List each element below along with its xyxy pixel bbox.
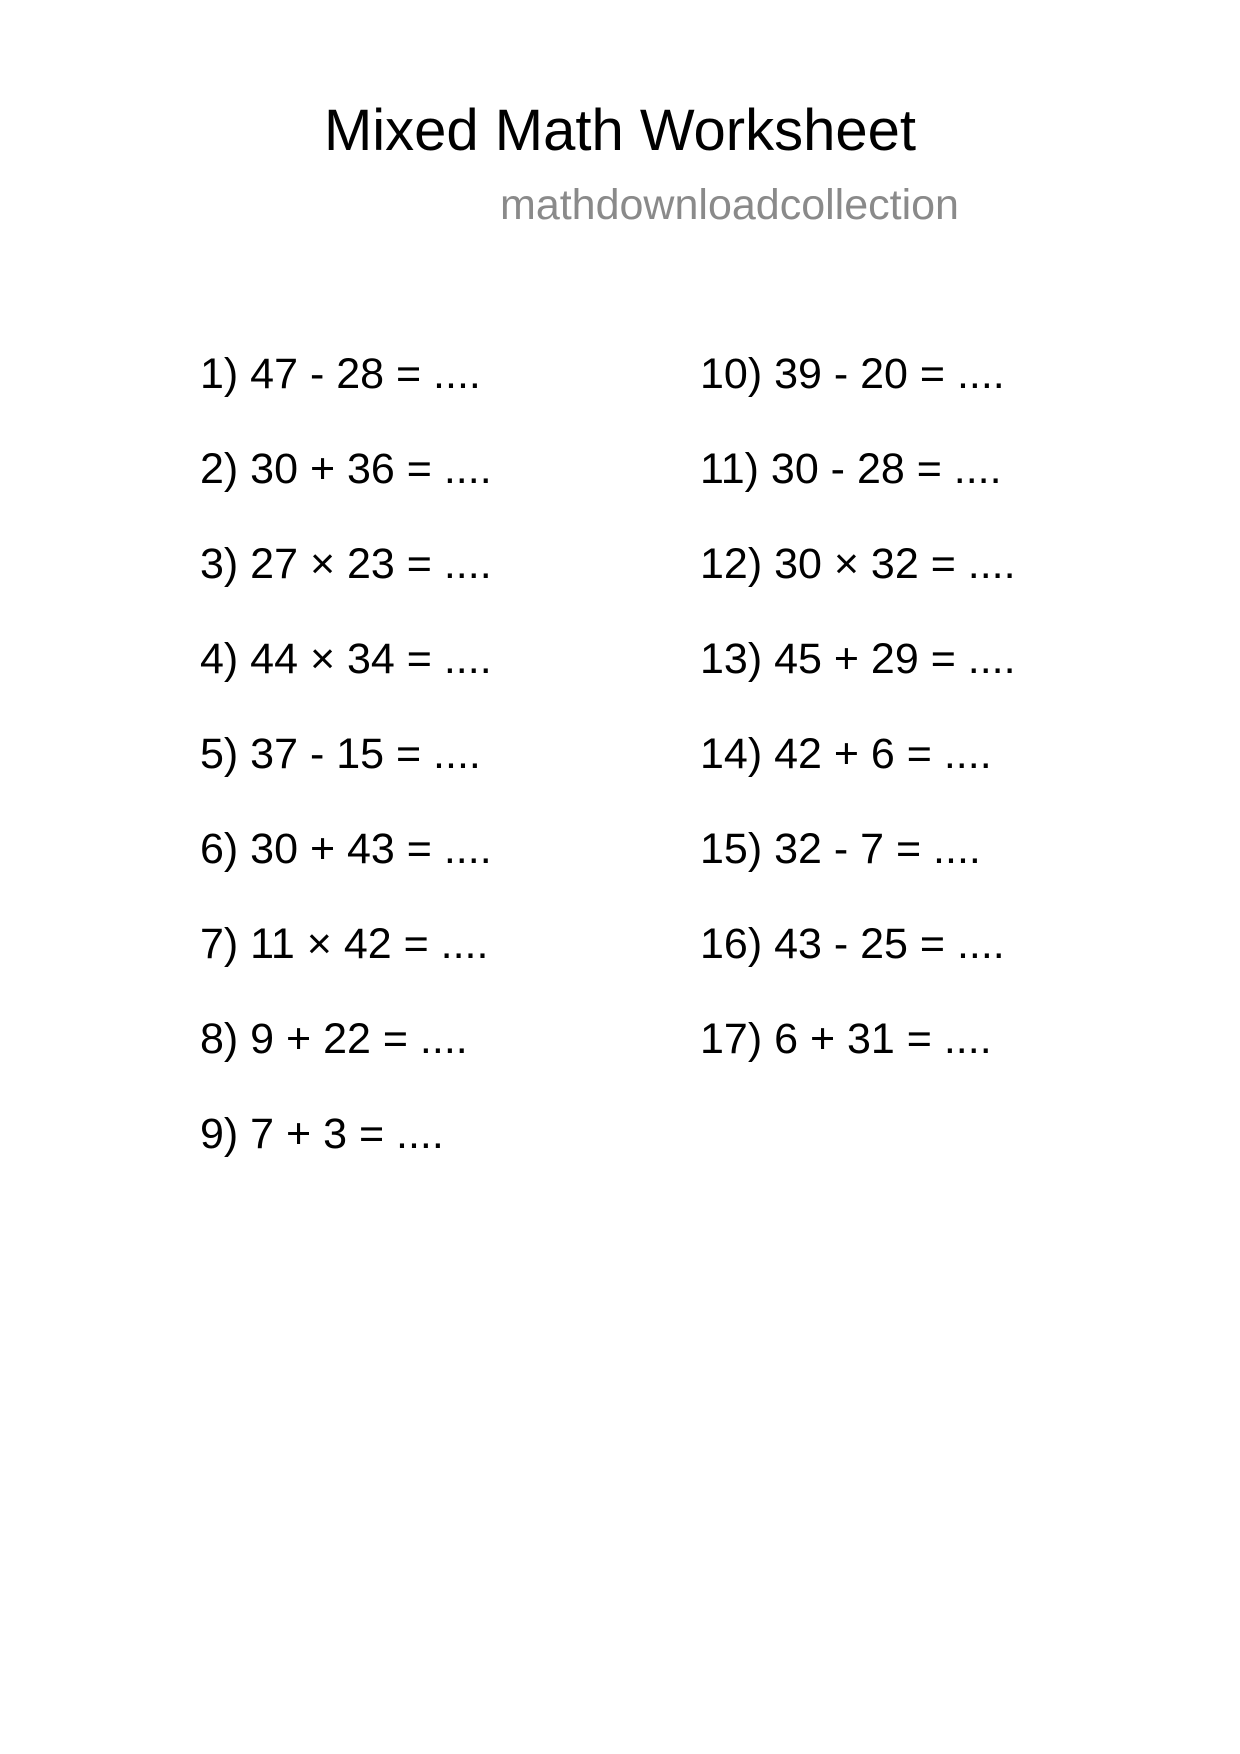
problem-item: 6) 30 + 43 = .... — [200, 825, 492, 873]
problem-item: 2) 30 + 36 = .... — [200, 445, 492, 493]
problem-column-right — [700, 349, 1016, 1109]
problem-item: 3) 27 × 23 = .... — [200, 540, 492, 588]
problem-item: 15) 32 - 7 = .... — [700, 825, 981, 873]
problem-item: 1) 47 - 28 = .... — [200, 350, 481, 398]
problem-item: 11) 30 - 28 = .... — [700, 445, 1002, 493]
problem-item: 14) 42 + 6 = .... — [700, 730, 992, 778]
problem-item: 16) 43 - 25 = .... — [700, 920, 1005, 968]
problem-item: 10) 39 - 20 = .... — [700, 350, 1005, 398]
worksheet-title: Mixed Math Worksheet — [323, 98, 917, 163]
problem-item: 9) 7 + 3 = .... — [200, 1110, 444, 1158]
problem-item: 8) 9 + 22 = .... — [200, 1015, 468, 1063]
worksheet-source: mathdownloadcollection — [500, 181, 959, 229]
problem-item: 5) 37 - 15 = .... — [200, 730, 481, 778]
problem-item: 12) 30 × 32 = .... — [700, 540, 1016, 588]
problem-item: 4) 44 × 34 = .... — [200, 635, 492, 683]
problem-item: 13) 45 + 29 = .... — [700, 635, 1016, 683]
problem-item: 17) 6 + 31 = .... — [700, 1015, 992, 1063]
problem-item: 7) 11 × 42 = .... — [200, 920, 489, 968]
problem-column-left — [200, 349, 492, 1204]
